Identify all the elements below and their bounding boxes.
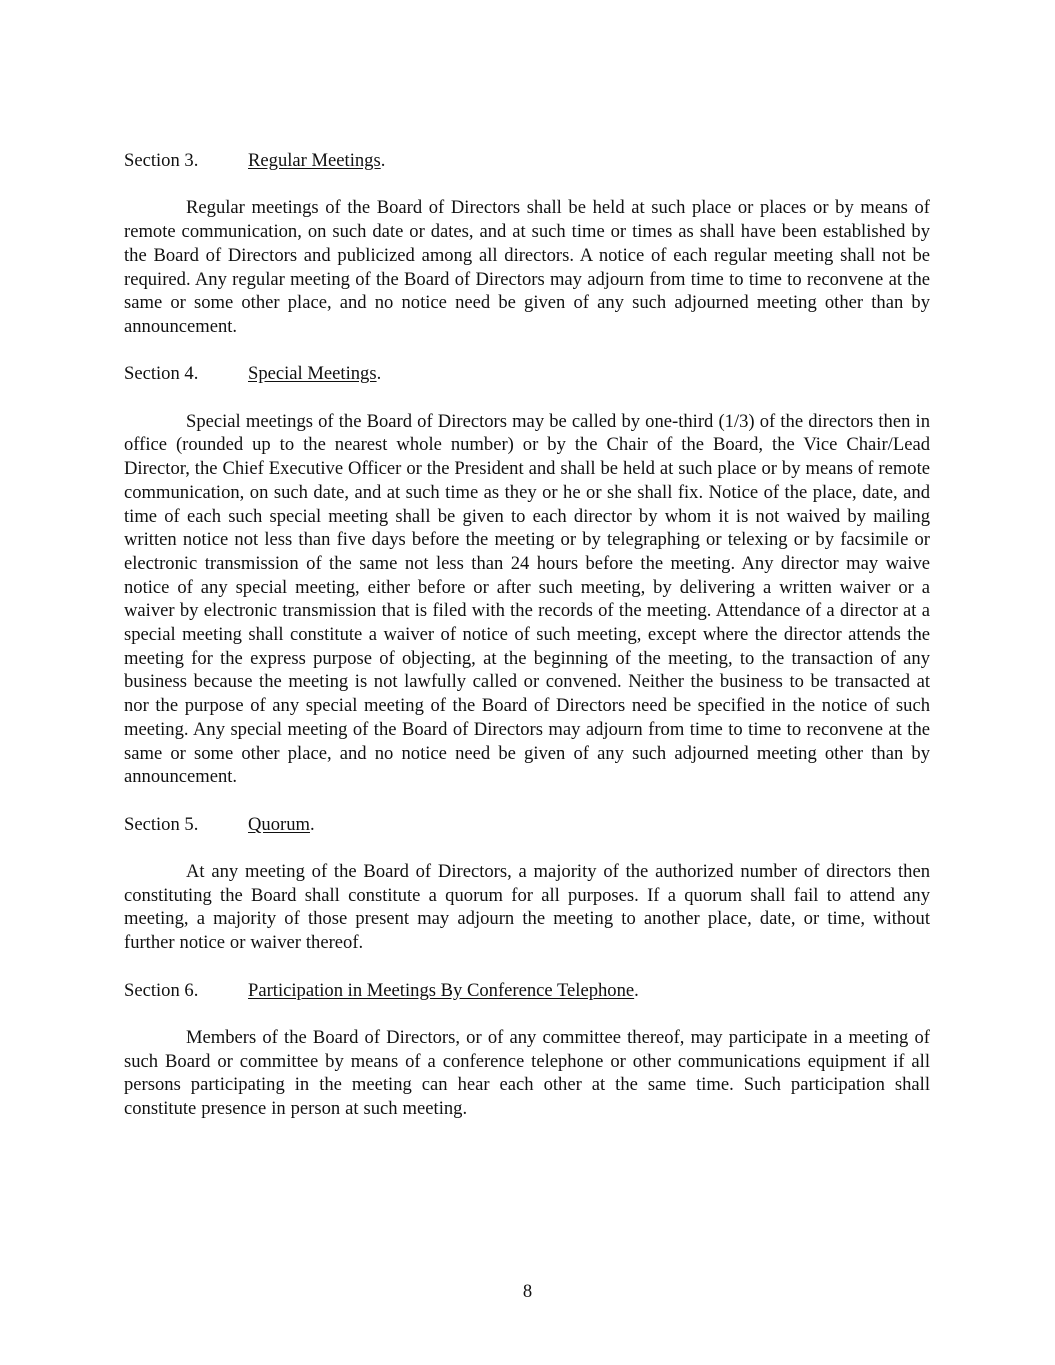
section-4-heading-period: . bbox=[376, 363, 382, 385]
section-4-heading bbox=[124, 362, 930, 386]
section-3-title: Regular Meetings bbox=[248, 150, 381, 171]
section-4-title: Special Meetings bbox=[248, 363, 377, 385]
section-6-heading-period: . bbox=[634, 979, 639, 1001]
section-6-title: Participation in Meetings By Conference Telephone bbox=[248, 979, 635, 1001]
section-3-number: Section 3. bbox=[124, 150, 199, 171]
section-5-heading-period: . bbox=[309, 813, 315, 835]
section-4-number: Section 4. bbox=[124, 363, 199, 385]
section-3-heading-period: . bbox=[380, 150, 386, 171]
section-6-heading bbox=[124, 979, 930, 1003]
section-5-body: At any meeting of the Board of Directors, a majority of the authorized number of directors then constituting the Board shall constitute a quorum for all purposes. If a quorum shall fail to attend any meeting, a majority of those present may adjourn the meeting to another place, date, or time, without further notice or waiver thereof. bbox=[124, 861, 930, 954]
section-5-title: Quorum bbox=[248, 813, 310, 835]
section-6-number: Section 6. bbox=[124, 979, 199, 1001]
section-5-heading bbox=[124, 813, 930, 837]
section-5-number: Section 5. bbox=[124, 813, 199, 835]
section-6-body: Members of the Board of Directors, or of any committee thereof, may participate in a meeting of such Board or committee by means of a conference telephone or other communications equipment if all persons participating in the meeting can hear each other at the same time. Such participation shall constitute presence in person at such meeting. bbox=[124, 1026, 930, 1120]
section-3-body: Regular meetings of the Board of Directors shall be held at such place or places or by means of remote communication, on such date or dates, and at such time or times as shall have been established by the Board of Directors and publicized among all directors. A notice of each regular meeting shall not be required. Any regular meeting of the Board of Directors may adjourn from time to time to reconvene at the same or some other place, and no notice need be given of any such adjourned meeting other than by announcement. bbox=[124, 197, 930, 337]
section-3-heading bbox=[124, 149, 930, 173]
page-content bbox=[124, 149, 930, 1144]
page-number: 8 bbox=[522, 1281, 533, 1302]
section-4-body: Special meetings of the Board of Directors may be called by one-third (1/3) of the directors then in office (rounded up to the nearest whole number) or by the Chair of the Board, the Vice Chair/Lead Director, the Chief Executive Officer or the President and shall be held at such place or by means of remote communication, on such date, and at such time as they or he or she shall fix. Notice of the place, date, and time of each such special meeting shall be given to each director by whom it is not waived by mailing written notice not less than five days before the meeting or by telegraphing or telexing or by facsimile or electronic transmission of the same not less than 24 hours before the meeting. Any director may waive notice of any special meeting, either before or after such meeting, by delivering a written waiver or a waiver by electronic transmission that is filed with the records of the meeting. Attendance of a director at a special meeting shall constitute a waiver of notice of such meeting, except where the director attends the meeting for the express purpose of objecting, at the beginning of the meeting, to the transaction of any business because the meeting is not lawfully called or convened. Neither the business to be transacted at nor the purpose of any special meeting of the Board of Directors need be specified in the notice of such meeting. Any special meeting of the Board of Directors may adjourn from time to time to reconvene at the same or some other place, and no notice need be given of any such adjourned meeting other than by announcement. bbox=[124, 410, 930, 788]
